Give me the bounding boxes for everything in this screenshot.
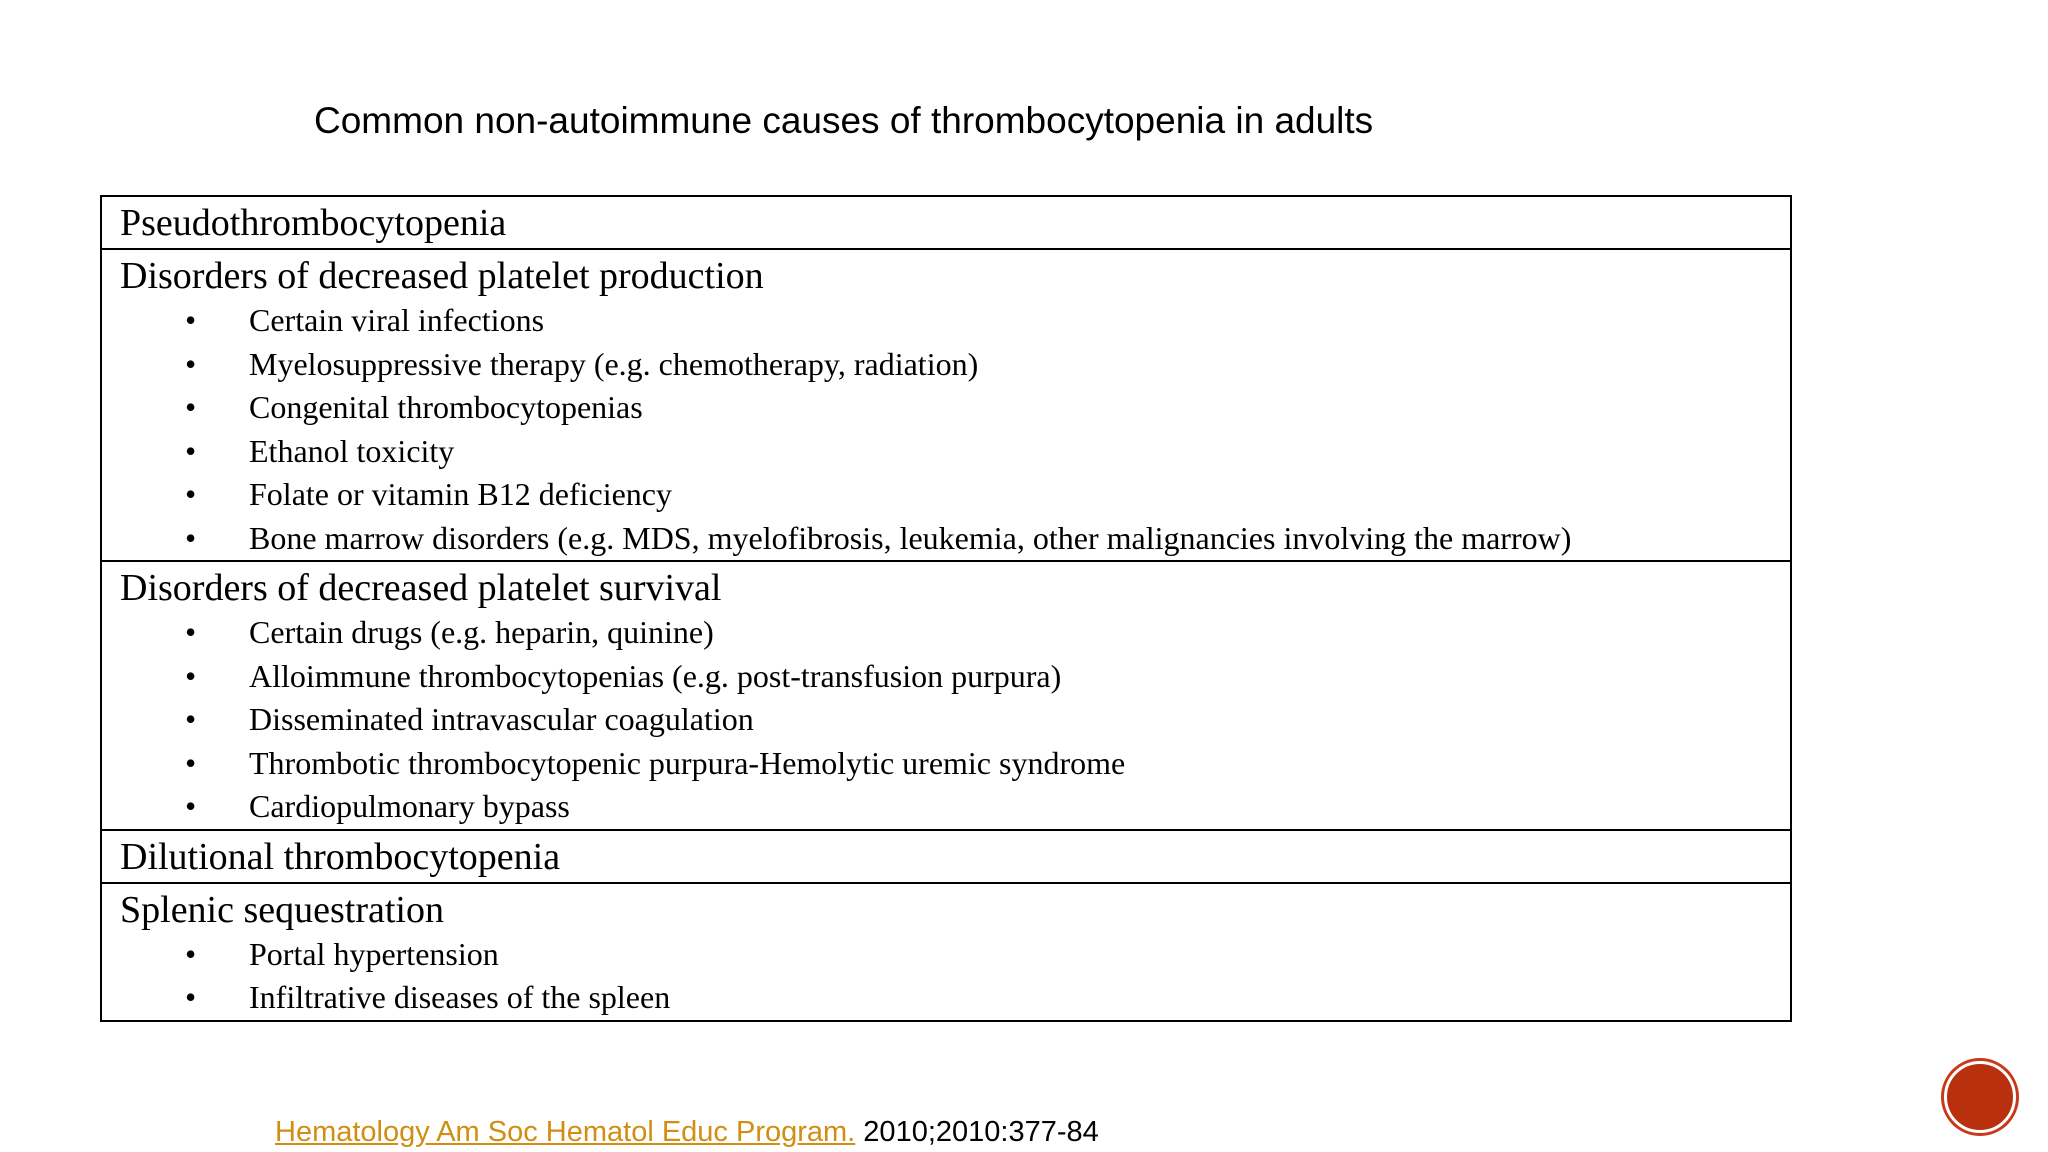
- slide-nav-button[interactable]: [1944, 1061, 2016, 1133]
- list-item: [120, 473, 1790, 517]
- list-item: [120, 299, 1790, 343]
- list-item-text: Myelosuppressive therapy (e.g. chemotherapy, radiation): [249, 345, 979, 382]
- list-item-text: Certain drugs (e.g. heparin, quinine): [249, 614, 714, 650]
- bullet-icon: •: [185, 302, 197, 338]
- bullet-icon: •: [185, 519, 197, 556]
- section-heading: Pseudothrombocytopenia: [120, 202, 507, 244]
- bullet-icon: •: [185, 614, 197, 650]
- list-item-text: Certain viral infections: [249, 302, 545, 338]
- bullet-icon: •: [185, 744, 197, 781]
- list-item-text: Alloimmune thrombocytopenias (e.g. post-transfusion purpura): [249, 657, 1062, 694]
- bullet-icon: •: [185, 979, 197, 1015]
- list-item-text: Infiltrative diseases of the spleen: [249, 979, 671, 1015]
- section-heading: Disorders of decreased platelet survival: [120, 567, 722, 609]
- bullet-icon: •: [185, 657, 197, 694]
- table-section: [102, 829, 1790, 882]
- bullet-list: [120, 611, 1790, 829]
- list-item: [120, 785, 1790, 829]
- list-item: [120, 386, 1790, 430]
- slide-title: Common non-autoimmune causes of thrombocytopenia in adults: [314, 100, 1374, 141]
- table-section: [102, 248, 1790, 560]
- bullet-list: [120, 933, 1790, 1020]
- list-item-text: Congenital thrombocytopenias: [249, 389, 643, 425]
- list-item: [120, 698, 1790, 742]
- table-section: [102, 882, 1790, 1020]
- list-item-text: Disseminated intravascular coagulation: [249, 701, 754, 737]
- table-section: [102, 560, 1790, 829]
- list-item-text: Portal hypertension: [249, 935, 499, 972]
- list-item: [120, 655, 1790, 699]
- causes-table: [100, 195, 1792, 1022]
- citation: [275, 1116, 1099, 1149]
- list-item: [120, 430, 1790, 474]
- bullet-icon: •: [185, 788, 197, 824]
- bullet-icon: •: [185, 389, 197, 425]
- bullet-icon: •: [185, 935, 197, 972]
- section-heading: Splenic sequestration: [120, 888, 444, 931]
- list-item: [120, 933, 1790, 977]
- list-item: [120, 742, 1790, 786]
- table-section: [102, 197, 1790, 248]
- list-item-text: Folate or vitamin B12 deficiency: [249, 476, 672, 512]
- list-item-text: Cardiopulmonary bypass: [249, 788, 570, 824]
- bullet-icon: •: [185, 345, 197, 382]
- citation-reference: 2010;2010:377-84: [855, 1116, 1099, 1148]
- bullet-list: [120, 299, 1790, 560]
- list-item: [120, 343, 1790, 387]
- bullet-icon: •: [185, 701, 197, 737]
- section-heading: Dilutional thrombocytopenia: [120, 835, 561, 878]
- list-item: [120, 611, 1790, 655]
- list-item: [120, 517, 1790, 561]
- bullet-icon: •: [185, 476, 197, 512]
- list-item-text: Thrombotic thrombocytopenic purpura-Hemolytic uremic syndrome: [249, 744, 1126, 781]
- list-item: [120, 976, 1790, 1020]
- citation-link[interactable]: Hematology Am Soc Hematol Educ Program.: [275, 1116, 856, 1148]
- bullet-icon: •: [185, 432, 197, 469]
- list-item-text: Ethanol toxicity: [249, 432, 455, 469]
- list-item-text: Bone marrow disorders (e.g. MDS, myelofibrosis, leukemia, other malignancies involving the marrow): [249, 519, 1572, 556]
- section-heading: Disorders of decreased platelet production: [120, 255, 764, 297]
